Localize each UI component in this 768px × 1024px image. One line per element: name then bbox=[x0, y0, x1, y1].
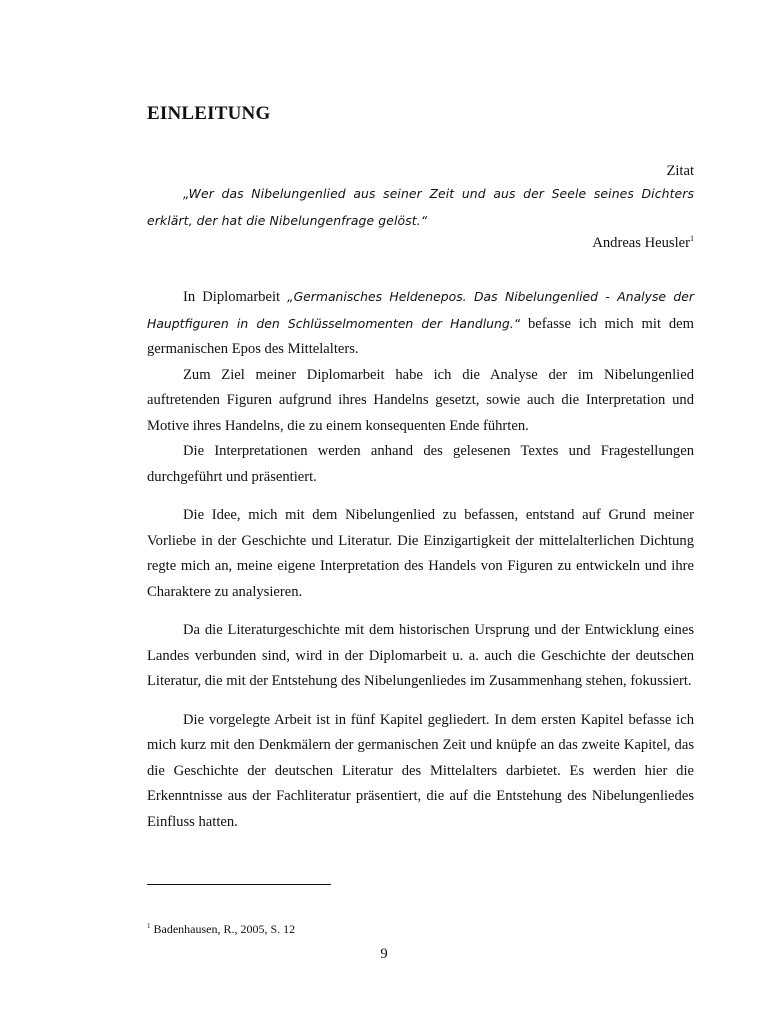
paragraph-3: Die Interpretationen werden anhand des gelesenen Textes und Fragestellungen durchgeführt und präsentiert. bbox=[147, 443, 694, 485]
paragraph-5: Da die Literaturgeschichte mit dem historischen Ursprung und der Entwicklung eines Landes verbunden sind, wird in der Diplomarbeit u. a. auch die Geschichte der deutschen Literatur, die mit der Entstehung des Nibelungenliedes im Zusammenhang stehen, fokussiert. bbox=[147, 622, 694, 689]
epigraph-quote bbox=[147, 181, 694, 234]
body-text bbox=[147, 284, 694, 835]
paragraph-4: Die Idee, mich mit dem Nibelungenlied zu befassen, entstand auf Grund meiner Vorliebe in der Geschichte und Literatur. Die Einzigartigkeit der mittelalterlichen Dichtung regte mich an, meine eigene Interpretation des Handels von Figuren zu entwickeln und ihre Charaktere zu analysieren. bbox=[147, 507, 694, 600]
epigraph-author bbox=[592, 235, 694, 252]
author-name: Andreas Heusler bbox=[592, 235, 690, 251]
paragraph-1-prefix: In Diplomarbeit bbox=[183, 289, 288, 305]
footnote-divider bbox=[147, 884, 331, 885]
footnote-text: Badenhausen, R., 2005, S. 12 bbox=[150, 922, 296, 936]
paragraph-6: Die vorgelegte Arbeit ist in fünf Kapitel gegliedert. In dem ersten Kapitel befasse ich mich kurz mit den Denkmälern der germanischen Zeit und knüpfe an das zweite Kapitel, das die Geschichte der deutschen Literatur des Mittelalters darbietet. Es werden hier die Erkenntnisse aus der Fachliteratur präsentiert, die auf die Entstehung des Nibelungenliedes Einfluss hatten. bbox=[147, 711, 694, 830]
paragraph-2: Zum Ziel meiner Diplomarbeit habe ich die Analyse der im Nibelungenlied auftretenden Figuren aufgrund ihres Handelns gesetzt, sowie auch die Interpretation und Motive ihres Handelns, die zu einem konsequenten Ende führten. bbox=[147, 366, 694, 434]
page-number: 9 bbox=[380, 946, 388, 962]
paragraph-1-suffix: befasse ich mich mit dem germanischen Epos des Mittelalters. bbox=[147, 315, 694, 357]
thesis-title: „Germanisches Heldenepos. Das Nibelungenlied - Analyse der Hauptfiguren in den Schlüsselmomenten der Handlung.“ bbox=[147, 289, 694, 331]
zitat-label: Zitat bbox=[666, 163, 694, 179]
footnote-reference[interactable]: 1 bbox=[690, 234, 694, 244]
epigraph-line-1: „Wer das Nibelungenlied aus seiner Zeit und aus der Seele seines Dichters bbox=[183, 186, 694, 201]
page-title: EINLEITUNG bbox=[147, 103, 271, 124]
footnote bbox=[147, 922, 295, 937]
paragraph-1 bbox=[147, 284, 694, 363]
epigraph-line-2: erklärt, der hat die Nibelungenfrage gelöst.“ bbox=[147, 212, 428, 228]
footnote-number: 1 bbox=[147, 922, 151, 930]
